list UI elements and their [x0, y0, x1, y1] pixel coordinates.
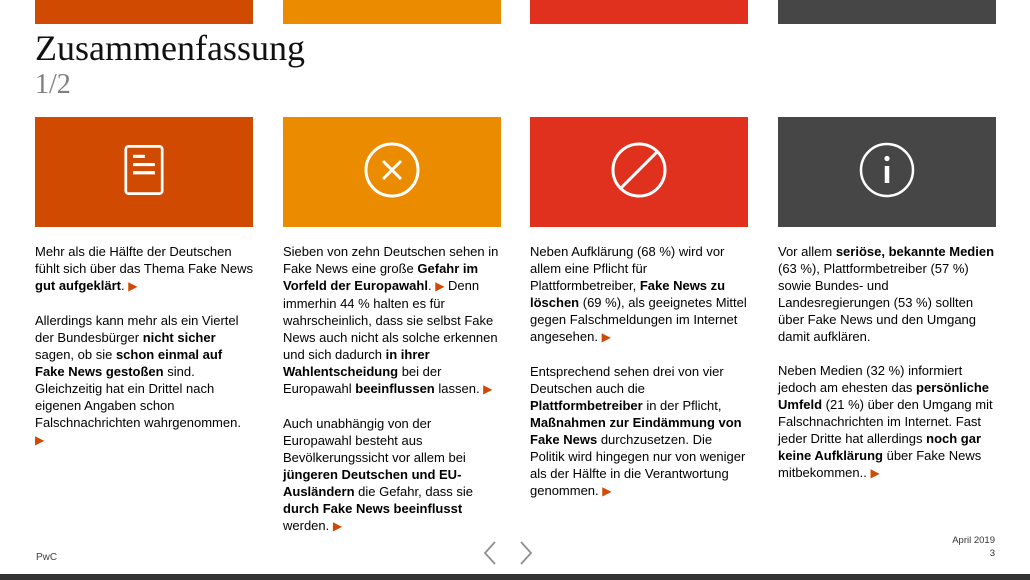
- page-title: Zusammenfassung: [35, 28, 305, 68]
- summary-paragraph: Sieben von zehn Deutschen sehen in Fake News eine große Gefahr im Vorfeld der Europawahl. ▶ Denn immerhin 44 % halten es für wahrscheinlich, dass sie selbst Fake News auch nicht als solche erkennen und sich dadurch in ihrer Wahlentscheidung bei der Europawahl beeinflussen lassen. ▶: [283, 244, 499, 396]
- summary-column-3: [530, 243, 748, 517]
- summary-paragraph: Auch unabhängig von der Europawahl besteht aus Bevölkerungssicht vor allem bei jüngeren Deutschen und EU-Ausländern die Gefahr, dass sie durch Fake News beeinflusst werden. ▶: [283, 416, 474, 533]
- summary-paragraph: Vor allem seriöse, bekannte Medien (63 %), Plattformbetreiber (57 %) sowie Bundes- und Landesregierungen (53 %) sollten über Fake News und den Umgang damit aufklären.: [778, 244, 995, 344]
- summary-column-2: [283, 243, 501, 552]
- document-lines-icon: [124, 144, 164, 201]
- summary-paragraph: Neben Aufklärung (68 %) wird vor allem eine Pflicht für Plattformbetreiber, Fake News zu löschen (69 %), als geeignetes Mittel gegen Falschmeldungen im Internet angesehen. ▶: [530, 244, 747, 344]
- bottom-bar: [0, 574, 1030, 580]
- title-block: [35, 28, 305, 100]
- slide-navigation: [482, 540, 534, 566]
- top-strip-2: [283, 0, 501, 24]
- circle-x-icon: [363, 141, 421, 204]
- prohibition-icon: [610, 141, 668, 204]
- card-informed: [35, 117, 253, 227]
- top-strip-3: [530, 0, 748, 24]
- summary-paragraph: Entsprechend sehen drei von vier Deutschen auch die Plattformbetreiber in der Pflicht, Maßnahmen zur Eindämmung von Fake News durchzusetzen. Die Politik wird hingegen nur von weniger als der Hälfte in die Verantwortung genommen. ▶: [530, 364, 746, 498]
- summary-column-4: [778, 243, 996, 499]
- info-circle-icon: [858, 141, 916, 204]
- previous-slide-button[interactable]: [482, 540, 498, 566]
- top-strip-1: [35, 0, 253, 24]
- footer-meta: [952, 534, 995, 560]
- chevron-left-icon: [482, 554, 498, 569]
- arrow-marker: ▶: [435, 279, 445, 293]
- summary-paragraph: Neben Medien (32 %) informiert jedoch am ehesten das persönliche Umfeld (21 %) über den Umgang mit Falschnachrichten im Internet. Fast jeder Dritte hat allerdings noch gar keine Aufklärung über Fake News mitbekommen.. ▶: [778, 363, 993, 480]
- arrow-marker: ▶: [601, 330, 611, 344]
- summary-paragraph: Allerdings kann mehr als ein Viertel der Bundesbürger nicht sicher sagen, ob sie schon einmal auf Fake News gestoßen sind. Gleichzeitig hat ein Drittel nach eigenen Angaben schon Falschnachrichten wahrgenommen. ▶: [35, 313, 241, 447]
- slide-date: April 2019: [952, 535, 995, 546]
- pwc-logo: PwC: [36, 552, 58, 563]
- arrow-marker: ▶: [128, 279, 138, 293]
- arrow-marker: ▶: [870, 466, 880, 480]
- card-info: [778, 117, 996, 227]
- arrow-marker: ▶: [602, 484, 612, 498]
- arrow-marker: ▶: [332, 519, 343, 533]
- card-delete: [530, 117, 748, 227]
- card-danger: [283, 117, 501, 227]
- chevron-right-icon: [518, 554, 534, 569]
- arrow-marker: ▶: [483, 382, 493, 396]
- top-strip-4: [778, 0, 996, 24]
- summary-column-1: [35, 243, 253, 466]
- slide-page-number: 3: [989, 548, 995, 559]
- next-slide-button[interactable]: [518, 540, 534, 566]
- arrow-marker: ▶: [35, 433, 45, 447]
- page-indicator: 1/2: [35, 69, 71, 100]
- summary-paragraph: Mehr als die Hälfte der Deutschen fühlt sich über das Thema Fake News gut aufgeklärt. ▶: [35, 244, 253, 293]
